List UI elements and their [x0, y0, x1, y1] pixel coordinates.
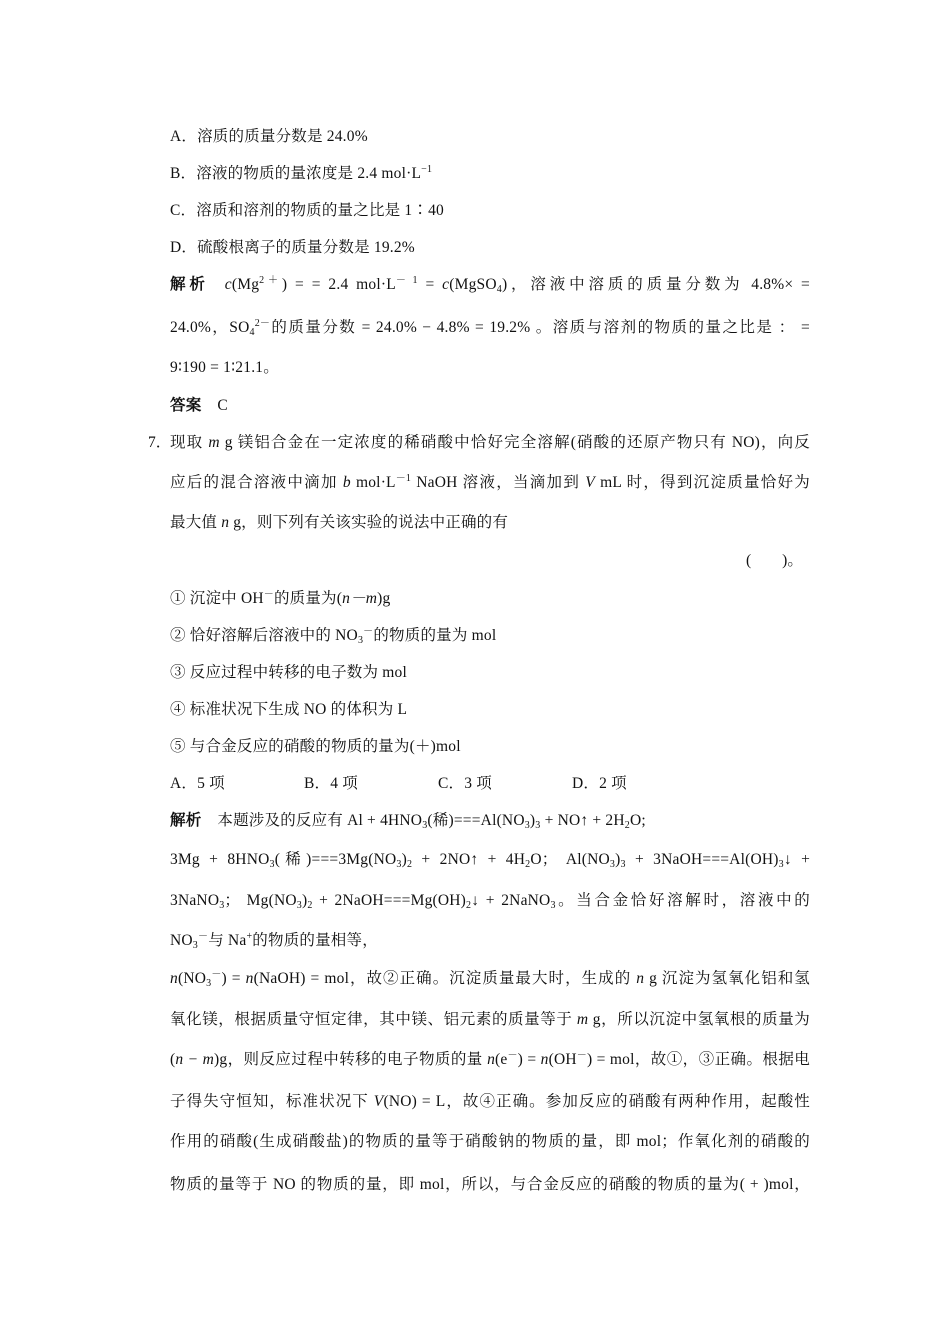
- option-b: B．溶液的物质的量浓度是 2.4 $mol\cdot L^{-1}$: [170, 164, 433, 182]
- analysis6-line3: 9∶190 = 1∶21.1。: [170, 359, 279, 376]
- answer-blank: ( )。: [746, 552, 803, 569]
- statement-2: ② 恰好溶解后溶液中的 $NO_3^-$的物质的量为 mol: [170, 626, 497, 646]
- analysis7-line3: 3NaNO$_3$； $Mg(NO_3)_2$ + $2NaOH===Mg(OH)_2↓$ + 2NaNO$_3$。当合金恰好溶解时，溶液中的: [170, 892, 810, 911]
- choices: [170, 774, 810, 794]
- analysis7-line2: $3Mg + 8HNO_3$(稀)$===3Mg(NO_3)_2$ + 2NO↑ + $4H_2O$； $Al(NO_3)_3$ + $3NaOH===Al(OH)_3↓$ +: [170, 851, 811, 870]
- q7-line1: 现取 m g 镁铝合金在一定浓度的稀硝酸中恰好完全溶解(硝酸的还原产物只有 NO)，向反: [170, 434, 810, 451]
- analysis7-line4: $NO_3^-$与 Na+的物质的量相等，: [170, 931, 378, 951]
- analysis7-line6: 氧化镁，根据质量守恒定律，其中镁、铝元素的质量等于 m g，所以沉淀中氢氧根的质量为: [170, 1011, 810, 1028]
- analysis7-line7: (n − m)g，则反应过程中转移的电子物质的量 n(e－) = n(OH－) = mol，故①，③正确。根据电: [170, 1050, 811, 1068]
- choice-d: D．2 项: [572, 775, 627, 792]
- option-a: A．溶质的质量分数是 24.0%: [170, 128, 368, 145]
- analysis-label: 解析: [170, 812, 202, 829]
- statement-5: ⑤ 与合金反应的硝酸的物质的量为(＋)mol: [170, 738, 461, 755]
- statement-4: ④ 标准状况下生成 NO 的体积为 L: [170, 701, 408, 718]
- option-d: D．硫酸根离子的质量分数是 19.2%: [170, 239, 415, 256]
- analysis6-line1: 解析 $c(Mg^{2+})$ = = 2.4 $mol\cdot L^{- 1}$ = c(MgSO$_4$)，溶液中溶质的质量分数为 4.8%× =: [170, 275, 811, 295]
- option-c: C．溶质和溶剂的物质的量之比是 1∶40: [170, 202, 444, 219]
- analysis6-line2: 24.0%，$SO_4^{2-}$的质量分数 = 24.0% − 4.8% = 19.2% 。溶质与溶剂的物质的量之比是 ： =: [170, 318, 811, 338]
- choice-b: B．4 项: [304, 775, 358, 792]
- analysis7-line5: $n(NO_3^-)$ = n(NaOH) = mol，故②正确。沉淀质量最大时，生成的 n g 沉淀为氢氧化铝和氢: [170, 969, 811, 989]
- answer-label: 答案: [170, 397, 202, 414]
- choice-a: A．5 项: [170, 775, 225, 792]
- analysis7-line10: 物质的量等于 NO 的物质的量，即 mol，所以，与合金反应的硝酸的物质的量为( + )mol，: [170, 1176, 810, 1193]
- answer6: 答案 C: [170, 397, 228, 414]
- analysis7-line9: 作用的硝酸(生成硝酸盐)的物质的量等于硝酸钠的物质的量，即 mol；作氧化剂的硝酸的: [170, 1133, 810, 1150]
- statement-1: ① 沉淀中 OH－的质量为(n－m)g: [170, 589, 391, 607]
- analysis-label: 解析: [170, 276, 209, 293]
- q7-line2: 应后的混合溶液中滴加 b $mol\cdot L^{-1}$ NaOH 溶液，当滴加到 V mL 时，得到沉淀质量恰好为: [170, 473, 810, 491]
- analysis7-line8: 子得失守恒知，标准状况下 V(NO) = L，故④正确。参加反应的硝酸有两种作用，起酸性: [170, 1093, 810, 1110]
- choice-c: C．3 项: [438, 775, 492, 792]
- q7-line3: 最大值 n g，则下列有关该实验的说法中正确的有: [170, 514, 509, 531]
- analysis7-line1: 解析 本题涉及的反应有 $Al + 4HNO_3$(稀)$===Al(NO_3)_3$ + NO↑ + $2H_2O$;: [170, 812, 646, 831]
- statement-3: ③ 反应过程中转移的电子数为 mol: [170, 664, 407, 681]
- question-number: 7．: [148, 434, 172, 451]
